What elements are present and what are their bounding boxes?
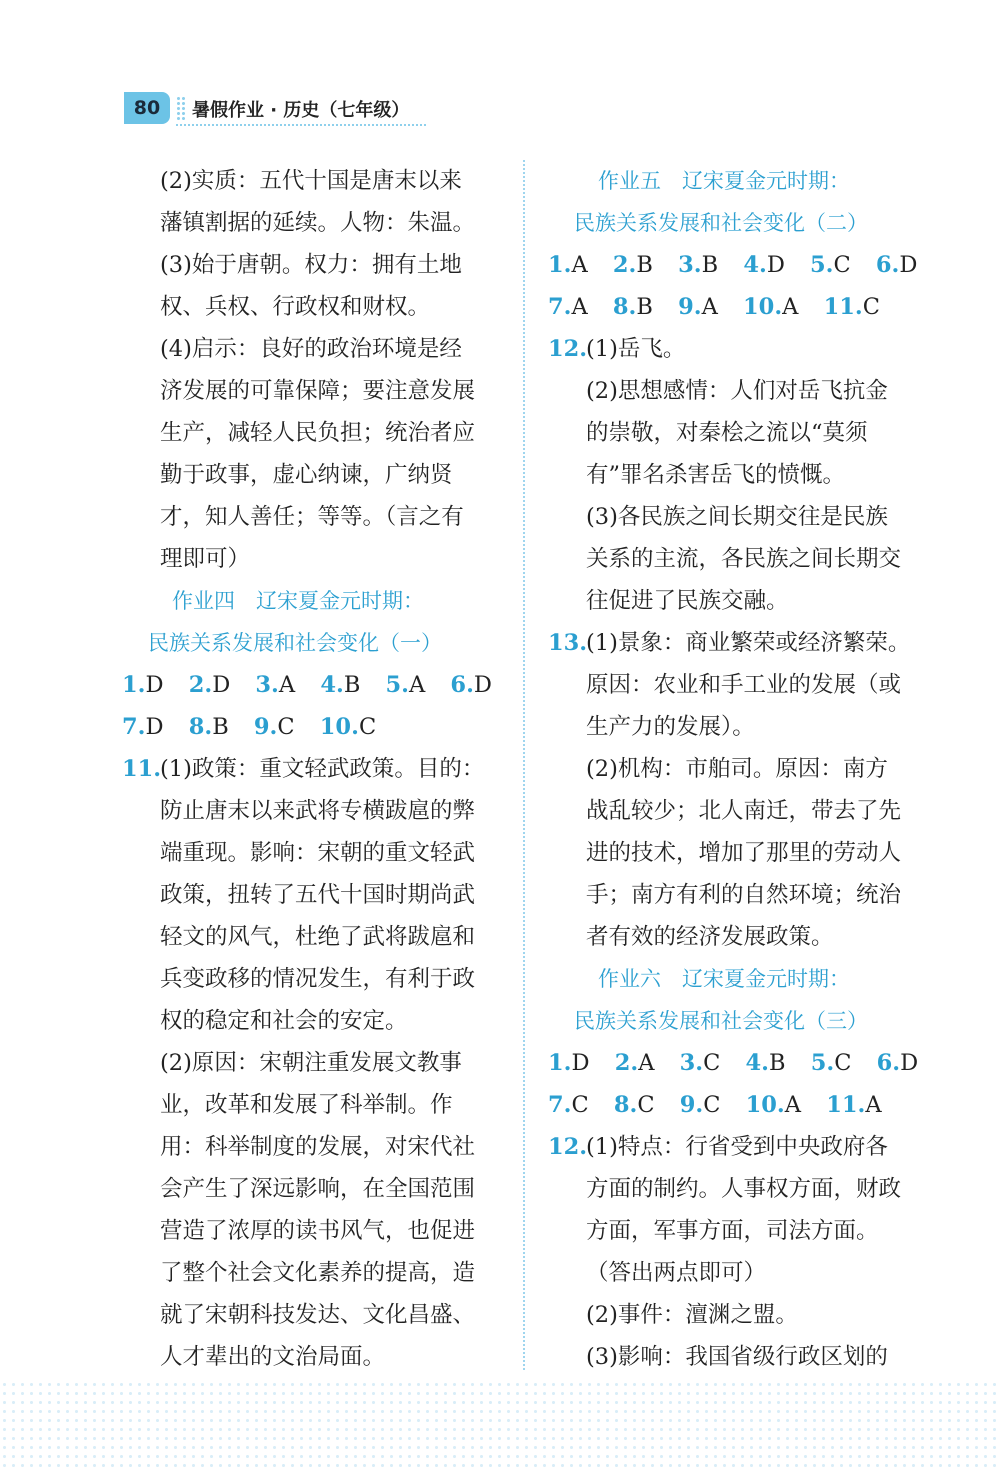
answer-item: 2.A: [614, 1050, 655, 1076]
text-line: (4)启示：良好的政治环境是经: [160, 336, 462, 362]
text-line: (2)实质：五代十国是唐末以来: [160, 168, 462, 194]
column-divider: [523, 160, 525, 1370]
question-number: 13.: [548, 630, 588, 656]
answer-item: 5.A: [385, 672, 426, 698]
text-line: (3)影响：我国省级行政区划的: [586, 1344, 888, 1370]
answer-row: [548, 244, 938, 286]
text-line: 就了宋朝科技发达、文化昌盛、: [160, 1302, 476, 1328]
question-13-line: [548, 622, 938, 664]
text-line: 生产，减轻人民负担；统治者应: [160, 420, 476, 446]
text-line: 端重现。影响：宋朝的重文轻武: [160, 840, 476, 866]
text-line: (2)思想感情：人们对岳飞抗金: [586, 378, 888, 404]
text-line: 理即可）: [160, 546, 251, 572]
text-line: 原因：农业和手工业的发展（或: [586, 672, 902, 698]
text-line: 手；南方有利的自然环境；统治: [586, 882, 902, 908]
text-line: 兵变政移的情况发生，有利于政: [160, 966, 476, 992]
text-line: (3)始于唐朝。权力：拥有土地: [160, 252, 462, 278]
section-title: 作业四 辽宋夏金元时期：: [172, 589, 424, 613]
text-line: (2)事件：澶渊之盟。: [586, 1302, 798, 1328]
answer-item: 10.C: [319, 714, 377, 740]
question-number: 11.: [122, 756, 162, 782]
answer-item: 3.C: [679, 1050, 721, 1076]
answer-item: 1.D: [548, 1050, 590, 1076]
answer-item: 5.C: [810, 252, 851, 278]
question-12b-line: [548, 1126, 938, 1168]
answer-row: [548, 286, 938, 328]
text-line: 方面的制约。人事权方面，财政: [586, 1176, 902, 1202]
text-line: 战乱较少；北人南迁，带去了先: [586, 798, 902, 824]
text-line: 用：科举制度的发展，对宋代社: [160, 1134, 476, 1160]
text-line: 营造了浓厚的读书风气，也促进: [160, 1218, 476, 1244]
question-number: 12.: [548, 1134, 588, 1160]
answer-item: 9.C: [253, 714, 295, 740]
text-line: 才，知人善任；等等。（言之有: [160, 504, 464, 530]
book-title: 暑假作业 · 历史（七年级）: [192, 100, 410, 121]
section-subtitle: 民族关系发展和社会变化（三）: [574, 1009, 868, 1033]
answer-item: 10.A: [743, 294, 799, 320]
answer-item: 7.D: [122, 714, 164, 740]
answer-row: [122, 664, 512, 706]
answer-item: 9.A: [678, 294, 718, 320]
text-line: (1)景象：商业繁荣或经济繁荣。: [586, 630, 911, 656]
text-line: (1)政策：重文轻武政策。目的：: [160, 756, 485, 782]
answer-item: 7.C: [548, 1092, 589, 1118]
answer-item: 9.C: [679, 1092, 721, 1118]
text-line: 的崇敬，对秦桧之流以“莫须: [586, 420, 868, 446]
text-line: 政策，扭转了五代十国时期尚武: [160, 882, 476, 908]
question-number: 12.: [548, 336, 588, 362]
answer-item: 10.A: [745, 1092, 802, 1118]
question-11-body: [122, 790, 512, 1378]
text-line: 业，改革和发展了科举制。作: [160, 1092, 453, 1118]
section-title: 作业五 辽宋夏金元时期：: [598, 169, 850, 193]
answer-item: 11.A: [826, 1092, 882, 1118]
header-dots: [176, 96, 186, 122]
text-line: 进的技术，增加了那里的劳动人: [586, 840, 902, 866]
answer-item: 6.D: [450, 672, 492, 698]
question-11-line: [122, 748, 512, 790]
text-line: 权的稳定和社会的安定。: [160, 1008, 408, 1034]
text-line: （答出两点即可）: [586, 1260, 767, 1286]
section-title: 作业六 辽宋夏金元时期：: [598, 967, 850, 991]
page-number: 80: [124, 92, 170, 124]
text-line: 人才辈出的文治局面。: [160, 1344, 386, 1370]
answer-item: 8.B: [612, 294, 653, 320]
section-subtitle: 民族关系发展和社会变化（二）: [574, 211, 868, 235]
text-line: (2)机构：市舶司。原因：南方: [586, 756, 888, 782]
answer-item: 2.B: [612, 252, 653, 278]
answer-row: [548, 1084, 938, 1126]
text-line: 轻文的风气，杜绝了武将跋扈和: [160, 924, 476, 950]
text-line: 者有效的经济发展政策。: [586, 924, 834, 950]
answer-item: 2.D: [188, 672, 231, 698]
answer-item: 4.B: [320, 672, 361, 698]
answer-item: 4.B: [745, 1050, 786, 1076]
text-line: 会产生了深远影响，在全国范围: [160, 1176, 476, 1202]
answer-item: 4.D: [743, 252, 785, 278]
text-line: 生产力的发展）。: [586, 714, 755, 740]
header-underline: [176, 124, 426, 126]
text-line: 藩镇割据的延续。人物：朱温。: [160, 210, 476, 236]
answer-item: 1.D: [122, 672, 164, 698]
answer-item: 3.B: [678, 252, 719, 278]
answer-item: 6.D: [876, 1050, 919, 1076]
text-line: (2)原因：宋朝注重发展文教事: [160, 1050, 462, 1076]
answer-item: 8.C: [613, 1092, 655, 1118]
answer-row: [548, 1042, 938, 1084]
section-subtitle: 民族关系发展和社会变化（一）: [148, 631, 442, 655]
answer-block-q12-continued: [122, 160, 512, 580]
question-12-body: [548, 370, 938, 622]
answer-row: [122, 706, 512, 748]
page-header: [124, 92, 424, 126]
text-line: 了整个社会文化素养的提高，造: [160, 1260, 476, 1286]
answer-item: 1.A: [548, 252, 588, 278]
text-line: 方面，军事方面，司法方面。: [586, 1218, 879, 1244]
answer-item: 8.B: [188, 714, 229, 740]
text-line: 济发展的可靠保障；要注意发展: [160, 378, 476, 404]
text-line: 勤于政事，虚心纳谏，广纳贤: [160, 462, 453, 488]
text-line: (1)特点：行省受到中央政府各: [586, 1134, 888, 1160]
answer-item: 7.A: [548, 294, 588, 320]
text-line: 往促进了民族交融。: [586, 588, 789, 614]
text-line: 关系的主流，各民族之间长期交: [586, 546, 902, 572]
left-column: [122, 160, 512, 1378]
bottom-dot-pattern: [0, 1380, 1000, 1471]
question-12-line: [548, 328, 938, 370]
question-13-body: [548, 664, 938, 958]
text-line: (3)各民族之间长期交往是民族: [586, 504, 888, 530]
text-line: 权、兵权、行政权和财权。: [160, 294, 431, 320]
text-line: 有”罪名杀害岳飞的愤慨。: [586, 462, 846, 488]
right-column: [548, 160, 938, 1378]
answer-item: 11.C: [823, 294, 880, 320]
question-12b-body: [548, 1168, 938, 1378]
text-line: (1)岳飞。: [586, 336, 686, 362]
text-line: 防止唐末以来武将专横跋扈的弊: [160, 798, 476, 824]
answer-item: 3.A: [255, 672, 296, 698]
answer-item: 5.C: [810, 1050, 852, 1076]
answer-item: 6.D: [875, 252, 918, 278]
